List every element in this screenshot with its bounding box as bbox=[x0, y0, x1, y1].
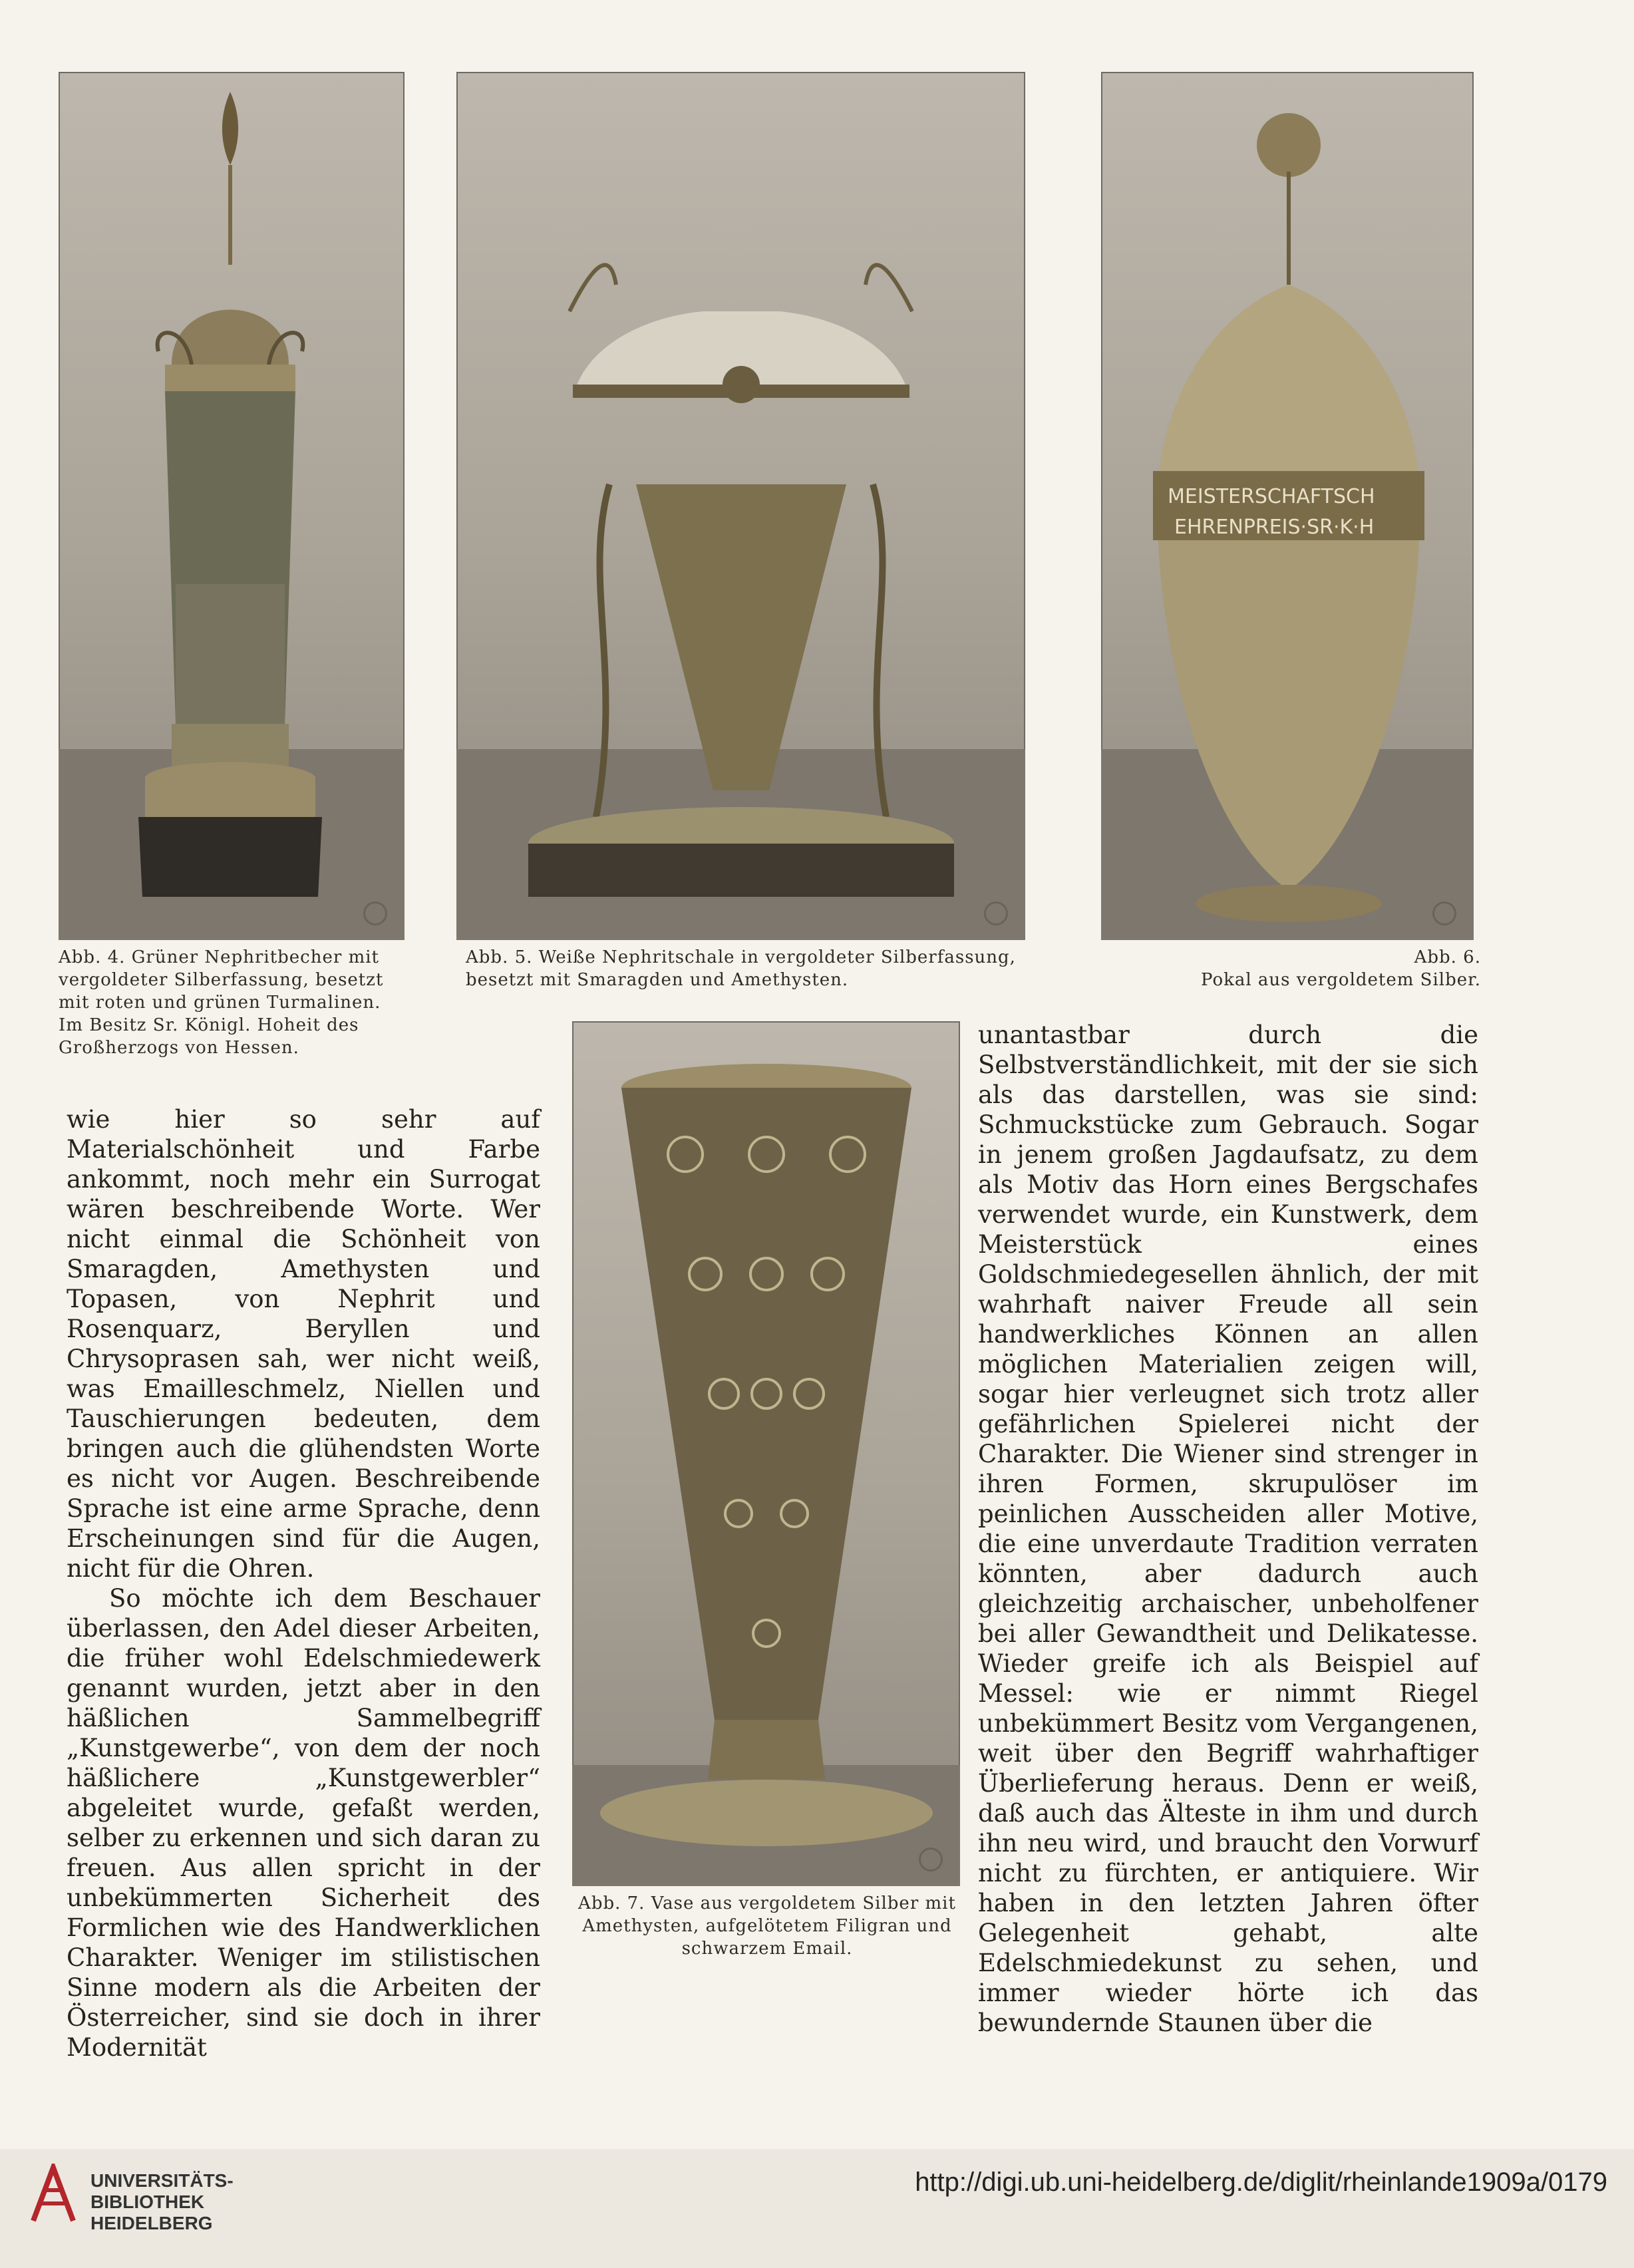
figure-abb5-caption: Abb. 5. Weiße Nephritschale in vergoldeter Silberfassung, besetzt mit Smaragden und Amethysten. bbox=[466, 947, 1016, 990]
university-library-logo bbox=[29, 2164, 77, 2225]
right-paragraph: unantastbar durch die Selbstverständlichkeit, mit der sie sich als das darstellen, was sie sind: Schmuckstücke zum Gebrauch. Sogar in jenem großen Jagdaufsatz, zu dem als Motiv das Horn eines Bergschafes verwendet wurde, ein Kunstwerk, dem Meisterstück eines Goldschmiedegesellen ähnlich, der mit wahrhaft naiver Freude all sein handwerkliches Können an allen möglichen Materialien zeigen will, sogar hier verleugnet sich trotz aller gefährlichen Spielerei nicht der Charakter. Die Wiener sind strenger in ihren Formen, skrupulöser im peinlichen Ausscheiden aller Motive, die eine unverdaute Tradition verraten könnten, aber dadurch auch gleichzeitig archaischer, unbeholfener bei aller Gewandtheit und Delikatesse. Wieder greife ich als Beispiel auf Messel: wie er nimmt Riegel unbekümmert Besitz vom Vergangenen, weit über den Begriff wahrhaftiger Überlieferung heraus. Denn er weiß, daß auch das Älteste in ihm und durch ihn neu wird, und braucht den Vorwurf nicht zu fürchten, er antiquiere. Wir haben in den letzten Jahren öfter Gelegenheit gehabt, alte Edelschmiedekunst zu sehen, und immer wieder hörte ich das bewundernde Staunen über die bbox=[978, 1021, 1478, 2037]
engraving-line-2: EHRENPREIS·SR·K·H bbox=[1174, 516, 1375, 539]
left-paragraph-2: So möchte ich dem Beschauer überlassen, den Adel dieser Arbeiten, die früher wohl Edelschmiedewerk genannt wurden, jetzt aber in den häßlichen Sammelbegriff „Kunstgewerbe“, von dem der noch häßlichere „Kunstgewerbler“ abgeleitet wurde, gefaßt werden, selber zu erkennen und sich daran zu freuen. Aus allen spricht in der unbekümmerten Sicherheit des Formlichen wie des Handwerklichen Charakter. Weniger im stilistischen Sinne modern als die Arbeiten der Österreicher, sind sie doch in ihrer Modernität bbox=[67, 1584, 540, 2062]
engraving-line-1: MEISTERSCHAFTSCH bbox=[1168, 485, 1375, 508]
figure-abb7-caption: Abb. 7. Vase aus vergoldetem Silber mit Amethysten, aufgelötetem Filigran und schwarzem Email. bbox=[578, 1893, 956, 1959]
permalink-url[interactable]: http://digi.ub.uni-heidelberg.de/diglit/rheinlande1909a/0179 bbox=[915, 2168, 1607, 2197]
figure-abb7-photo bbox=[572, 1021, 960, 1886]
figure-abb6-caption-number: Abb. 6. bbox=[1414, 947, 1481, 967]
gilded-pokal-illustration bbox=[1101, 72, 1474, 940]
library-footer bbox=[0, 2149, 1634, 2268]
filigree-vase-illustration bbox=[572, 1021, 960, 1886]
figure-abb5-photo bbox=[456, 72, 1025, 940]
right-text-column bbox=[978, 1020, 1478, 2038]
figure-abb6-caption: Pokal aus vergoldetem Silber. bbox=[1201, 970, 1481, 990]
left-text-column bbox=[67, 1104, 540, 2062]
nephrite-bowl-illustration bbox=[456, 72, 1025, 940]
nephrite-beaker-illustration bbox=[59, 72, 405, 940]
figure-abb6-photo bbox=[1101, 72, 1474, 940]
library-name: UNIVERSITÄTS- BIBLIOTHEK HEIDELBERG bbox=[90, 2170, 234, 2233]
figure-abb4-photo bbox=[59, 72, 405, 940]
figure-abb4-caption: Abb. 4. Grüner Nephritbecher mit vergoldeter Silberfassung, besetzt mit roten und grünen Turmalinen. Im Besitz Sr. Königl. Hoheit des Großherzogs von Hessen. bbox=[59, 947, 384, 1058]
left-paragraph-1: wie hier so sehr auf Materialschönheit und Farbe ankommt, noch mehr ein Surrogat wären beschreibende Worte. Wer nicht einmal die Schönheit von Smaragden, Amethysten und Topasen, von Nephrit und Rosenquarz, Beryllen und Chrysoprasen sah, wer nicht weiß, was Emailleschmelz, Niellen und Tauschierungen bedeuten, dem bringen auch die glühendsten Worte es nicht vor Augen. Beschreibende Sprache ist eine arme Sprache, denn Erscheinungen sind für die Augen, nicht für die Ohren. bbox=[67, 1105, 540, 1583]
